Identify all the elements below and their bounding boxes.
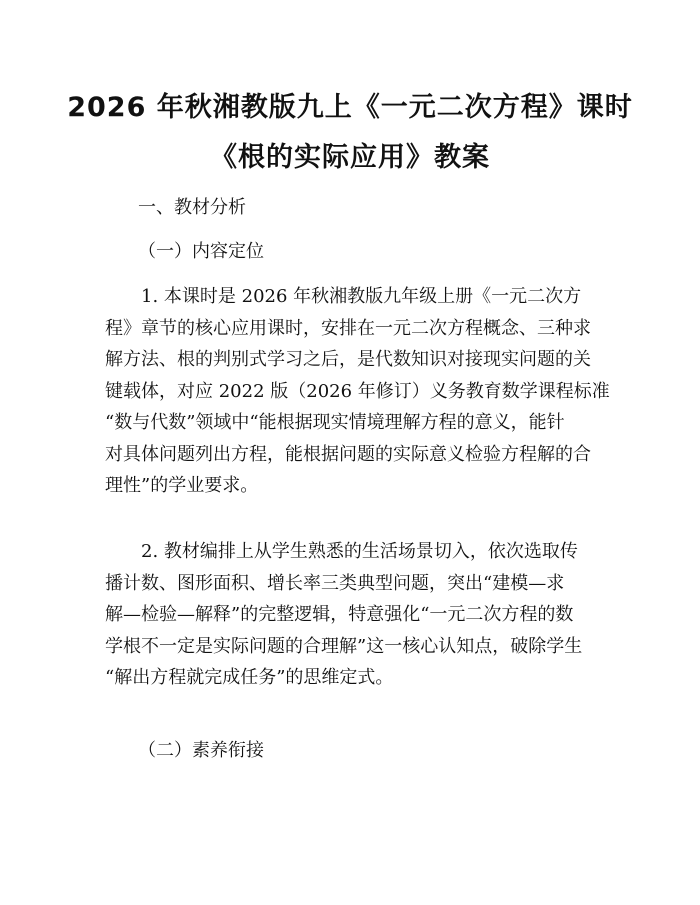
paragraph-1-line: 对具体问题列出方程，能根据问题的实际意义检验方程解的合: [105, 443, 591, 465]
document-title-line-1: 2026 年秋湘教版九上《一元二次方程》课时: [67, 92, 633, 123]
document-title-line-2: 《根的实际应用》教案: [210, 142, 490, 173]
subsection-heading-literacy-connection: （二）素养衔接: [138, 740, 264, 761]
paragraph-2-line: 学根不一定是实际问题的合理解”这一核心认知点，破除学生: [105, 635, 583, 657]
paragraph-2-line: “解出方程就完成任务”的思维定式。: [105, 667, 394, 688]
paragraph-1-line: 键载体，对应 2022 版（2026 年修订）义务教育数学课程标准: [105, 380, 610, 402]
paragraph-2-line: 解—检验—解释”的完整逻辑，特意强化“一元二次方程的数: [105, 604, 574, 625]
section-heading-textbook-analysis: 一、教材分析: [138, 197, 246, 218]
paragraph-1-line: 程》章节的核心应用课时，安排在一元二次方程概念、三种求: [105, 317, 591, 339]
paragraph-1-line: “数与代数”领域中“能根据现实情境理解方程的意义，能针: [105, 412, 565, 433]
paragraph-1-line: 理性”的学业要求。: [105, 475, 259, 496]
paragraph-1: [105, 281, 610, 502]
subsection-heading-content-positioning: （一）内容定位: [138, 241, 264, 262]
paragraph-1-line: 1. 本课时是 2026 年秋湘教版九年级上册《一元二次方: [141, 286, 582, 307]
paragraph-2-line: 播计数、图形面积、增长率三类典型问题，突出“建模—求: [105, 572, 565, 594]
paragraph-2-line: 2. 教材编排上从学生熟悉的生活场景切入，依次选取传: [141, 541, 578, 562]
paragraph-2: [105, 536, 600, 694]
paragraph-1-line: 解方法、根的判别式学习之后，是代数知识对接现实问题的关: [105, 349, 591, 370]
